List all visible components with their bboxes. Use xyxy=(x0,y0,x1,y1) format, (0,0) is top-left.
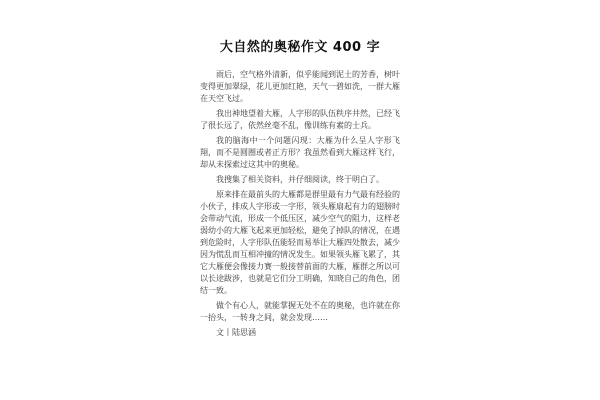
paragraph: 我的脑海中一个问题闪现：大雁为什么呈人字形飞翔，而不是圆圈或者正方形？我虽然看到大雁这样飞行，却从未探索过这其中的奥秘。 xyxy=(200,136,400,169)
article-body xyxy=(200,69,400,339)
paragraph: 我搜集了相关资料，并仔细阅读，终于明白了。 xyxy=(216,175,384,184)
paragraph: 原来排在最前头的大雁都是群里最有力气最有经验的小伙子，排成人字形或一字形，领头雁扇起有力的翅膀时会带动气流，形成一个低压区，减少空气的阻力，这样老弱幼小的大雁飞起来更加轻松，避免了掉队的情况，在遇到危险时，人字形队伍能轻而易举让大雁四处散去，减少因为慌乱而互相冲撞的情况发生。如果领头雁飞累了，其它大雁便会像接力赛一般接替前面的大雁，雁群之所以可以长途跋涉，也就是它们分工明确，知晓自己的角色，团结一致。 xyxy=(200,190,400,295)
paragraph: 做个有心人，就能掌握无处不在的奥秘，也许就在你一抬头，一转身之间，就会发现…… xyxy=(200,301,400,322)
author-signature: 文丨陆思涵 xyxy=(216,328,256,337)
paragraph: 我出神地望着大雁，人字形的队伍秩序井然，已经飞了很长远了，依然丝毫不乱，像训练有素的士兵。 xyxy=(200,109,400,130)
paragraph: 雨后，空气格外清新，似乎能闻到泥土的芳香，树叶变得更加翠绿，花儿更加红艳，天气一碧如洗，一群大雁在天空飞过。 xyxy=(200,70,400,103)
document-title: 大自然的奥秘作文 400 字 xyxy=(219,40,381,55)
